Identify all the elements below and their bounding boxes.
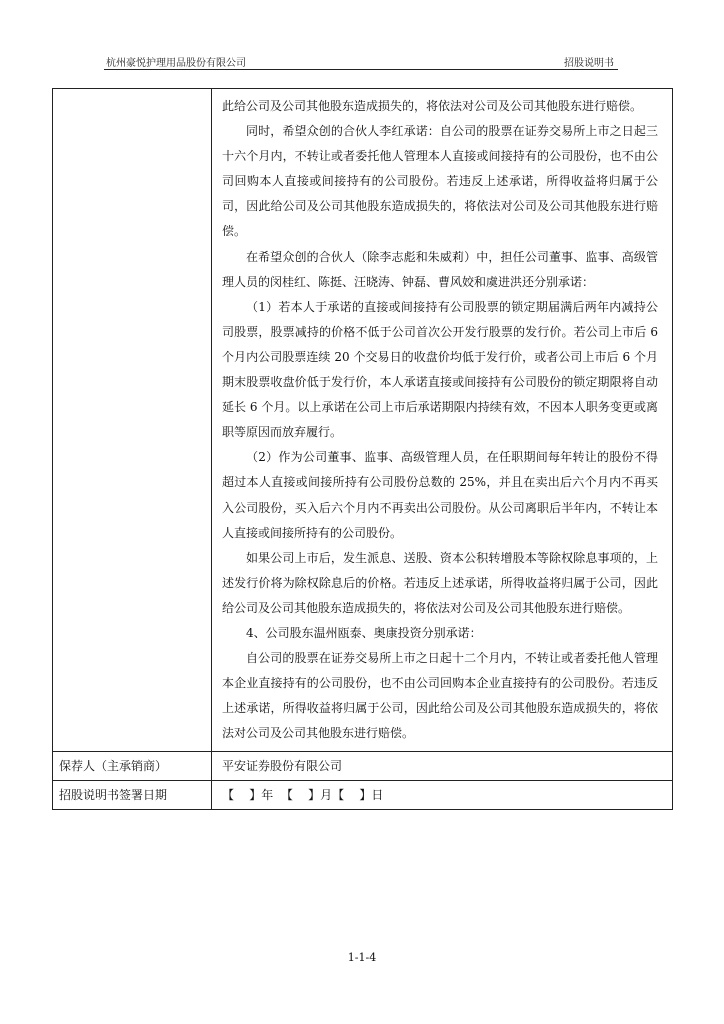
- sponsor-label: 保荐人（主承销商）: [53, 752, 212, 781]
- table-row: [53, 752, 673, 781]
- page-header: [104, 52, 618, 70]
- paragraph: 在希望众创的合伙人（除李志彪和朱威莉）中，担任公司董事、监事、高级管理人员的闵桂红、陈挺、汪晓涛、钟磊、曹风姣和虞进洪还分别承诺：: [222, 249, 658, 289]
- sign-date-value: 【 】年 【 】月【 】日: [212, 781, 673, 810]
- paragraph: 自公司的股票在证券交易所上市之日起十二个月内，不转让或者委托他人管理本企业直接持有的公司股份，也不由公司回购本企业直接持有的公司股份。若违反上述承诺，所得收益将归属于公司，因此给公司及公司其他股东造成损失的，将依法对公司及公司其他股东进行赔偿。: [222, 651, 658, 741]
- page-number: 1-1-4: [347, 951, 377, 964]
- paragraph: 同时，希望众创的合伙人李红承诺：自公司的股票在证券交易所上市之日起三十六个月内，不转让或者委托他人管理本人直接或间接持有的公司股份，也不由公司回购本人直接或间接持有的公司股份。若违反上述承诺，所得收益将归属于公司，因此给公司及公司其他股东造成损失的，将依法对公司及公司其他股东进行赔偿。: [222, 124, 658, 239]
- info-table: [52, 88, 673, 810]
- commitment-text-cell: [212, 89, 673, 752]
- table-row: [53, 781, 673, 810]
- paragraph: （2）作为公司董事、监事、高级管理人员，在任职期间每年转让的股份不得超过本人直接或间接所持有公司股份总数的 25%，并且在卖出后六个月内不再买入公司股份，买入后六个月内不再卖出公司股份。从公司离职后半年内，不转让本人直接或间接所持有的公司股份。: [222, 450, 658, 540]
- document-title: 招股说明书: [564, 58, 614, 69]
- header-rule: [104, 69, 618, 70]
- empty-label-cell: [53, 89, 212, 752]
- table-row: [53, 89, 673, 752]
- paragraph: （1）若本人于承诺的直接或间接持有公司股票的锁定期届满后两年内减持公司股票，股票减持的价格不低于公司首次公开发行股票的发行价。若公司上市后 6 个月内公司股票连续 20 个交易日的收盘价均低于发行价，或者公司上市后 6 个月期末股票收盘价低于发行价，本人承诺直接或间接持有公司股份的锁定期限将自动延长 6 个月。以上承诺在公司上市后承诺期限内持续有效，不因本人职务变更或离职等原因而放弃履行。: [222, 299, 658, 440]
- paragraph: 此给公司及公司其他股东造成损失的，将依法对公司及公司其他股东进行赔偿。: [222, 99, 643, 113]
- sign-date-label: 招股说明书签署日期: [53, 781, 212, 810]
- paragraph: 如果公司上市后，发生派息、送股、资本公积转增股本等除权除息事项的，上述发行价将为除权除息后的价格。若违反上述承诺，所得收益将归属于公司，因此给公司及公司其他股东造成损失的，将依法对公司及公司其他股东进行赔偿。: [222, 550, 658, 615]
- company-name: 杭州豪悦护理用品股份有限公司: [106, 58, 246, 69]
- sponsor-value: 平安证券股份有限公司: [212, 752, 673, 781]
- paragraph: 4、公司股东温州瓯泰、奥康投资分别承诺：: [246, 625, 482, 640]
